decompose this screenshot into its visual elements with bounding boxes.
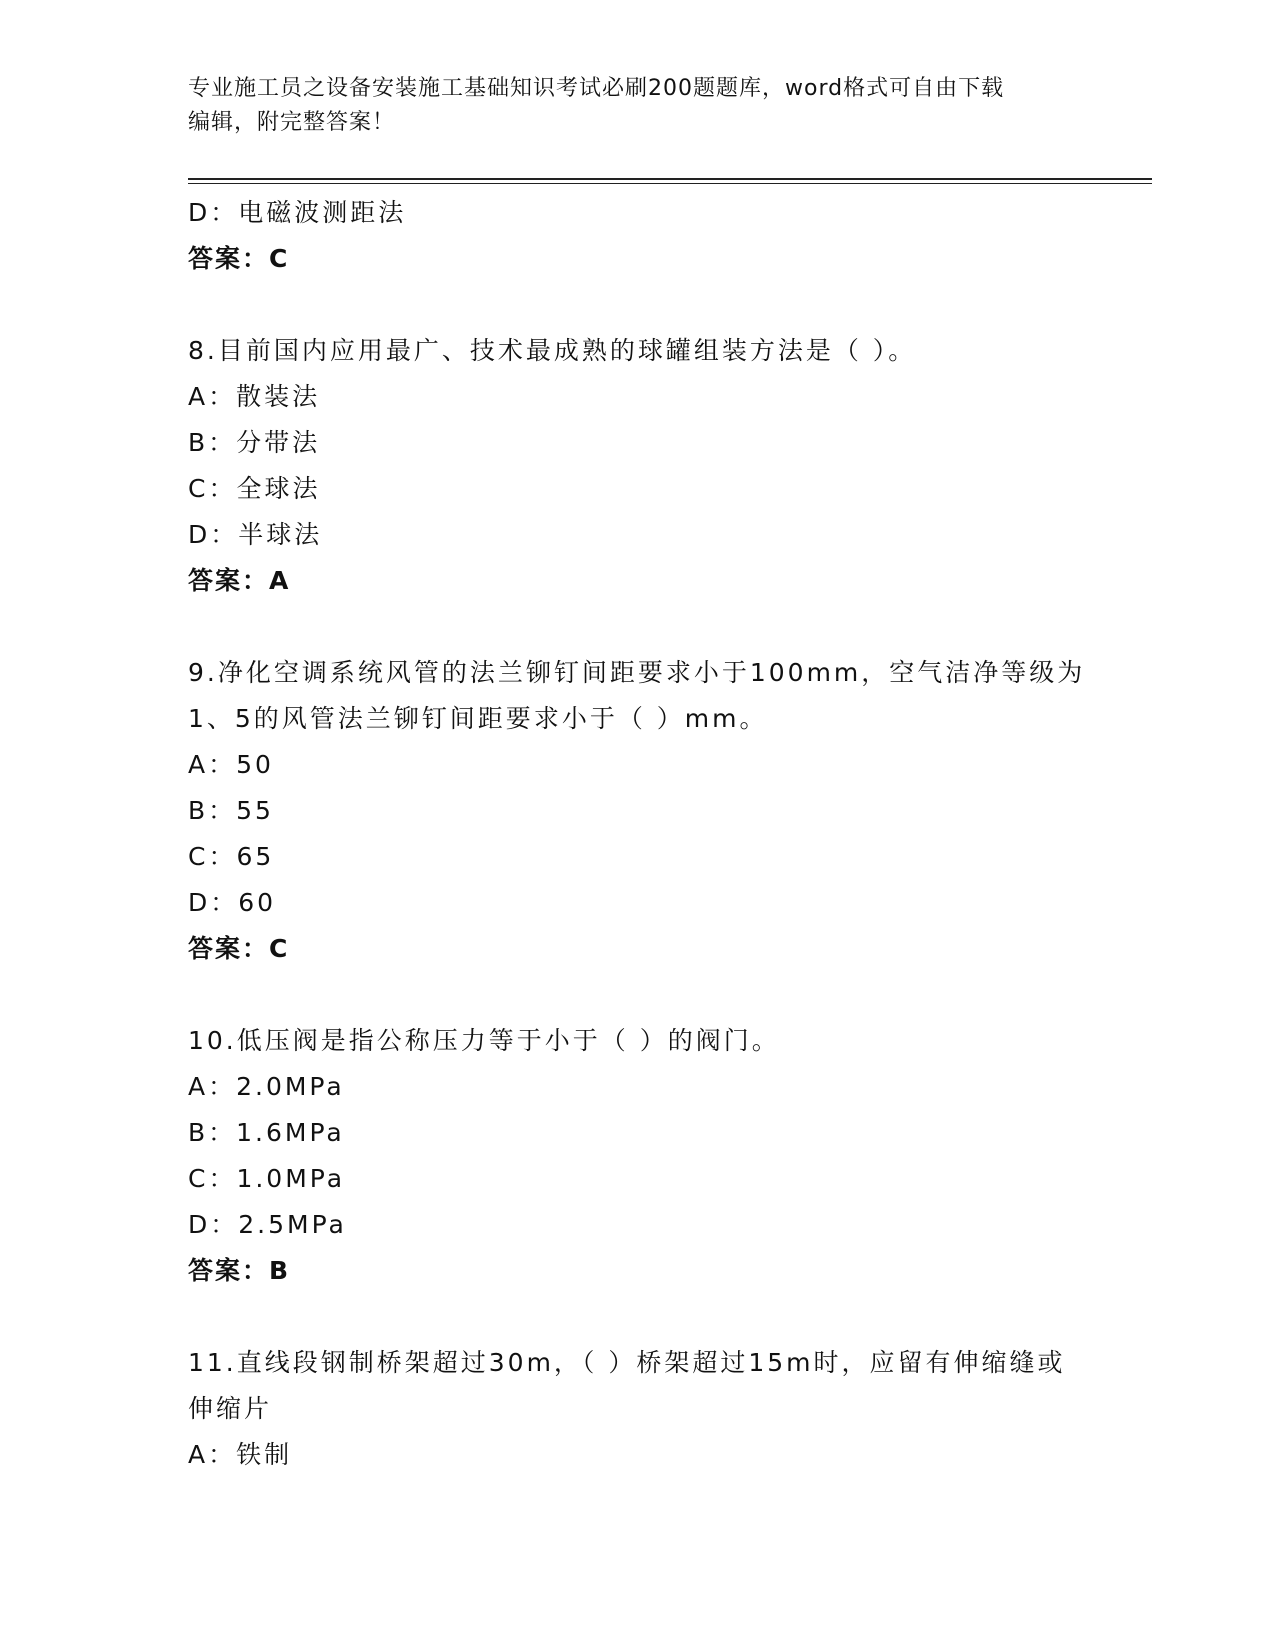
- prev-option-d: D：电磁波测距法: [188, 198, 407, 227]
- spacer: [188, 1294, 1088, 1340]
- option-d: D：半球法: [188, 520, 323, 549]
- prev-answer: 答案：C: [188, 244, 290, 273]
- question-8: [188, 328, 1088, 604]
- question-9: [188, 650, 1088, 972]
- option-b: B：55: [188, 796, 274, 825]
- option-a: A：铁制: [188, 1440, 293, 1469]
- header-title-line-2: 编辑，附完整答案！: [188, 110, 396, 135]
- spacer: [188, 972, 1088, 1018]
- option-a: A：散装法: [188, 382, 321, 411]
- question-content: [188, 190, 1088, 1478]
- option-c: C：全球法: [188, 474, 321, 503]
- header-rule-thin: [188, 183, 1152, 184]
- question-stem-line-2: 伸缩片: [188, 1394, 273, 1423]
- option-d: D：2.5MPa: [188, 1210, 347, 1239]
- question-stem: 8.目前国内应用最广、技术最成熟的球罐组装方法是（ ）。: [188, 336, 917, 365]
- question-stem-line-1: 9.净化空调系统风管的法兰铆钉间距要求小于100mm，空气洁净等级为: [188, 658, 1086, 687]
- answer: 答案：C: [188, 934, 290, 963]
- option-b: B：分带法: [188, 428, 321, 457]
- question-11: [188, 1340, 1088, 1478]
- header-rule-thick: [188, 178, 1152, 180]
- option-a: A：50: [188, 750, 274, 779]
- answer: 答案：A: [188, 566, 291, 595]
- option-a: A：2.0MPa: [188, 1072, 345, 1101]
- question-10: [188, 1018, 1088, 1294]
- answer: 答案：B: [188, 1256, 291, 1285]
- spacer: [188, 604, 1088, 650]
- option-c: C：65: [188, 842, 275, 871]
- option-d: D：60: [188, 888, 277, 917]
- header-title-line-1: 专业施工员之设备安装施工基础知识考试必刷200题题库，word格式可自由下载: [188, 76, 1005, 101]
- option-c: C：1.0MPa: [188, 1164, 346, 1193]
- question-stem-line-1: 11.直线段钢制桥架超过30m，（ ）桥架超过15m时，应留有伸缩缝或: [188, 1348, 1066, 1377]
- question-stem-line-2: 1、5的风管法兰铆钉间距要求小于（ ）mm。: [188, 704, 768, 733]
- question-stem: 10.低压阀是指公称压力等于小于（ ）的阀门。: [188, 1026, 780, 1055]
- spacer: [188, 282, 1088, 328]
- document-header: [188, 72, 1088, 140]
- option-b: B：1.6MPa: [188, 1118, 345, 1147]
